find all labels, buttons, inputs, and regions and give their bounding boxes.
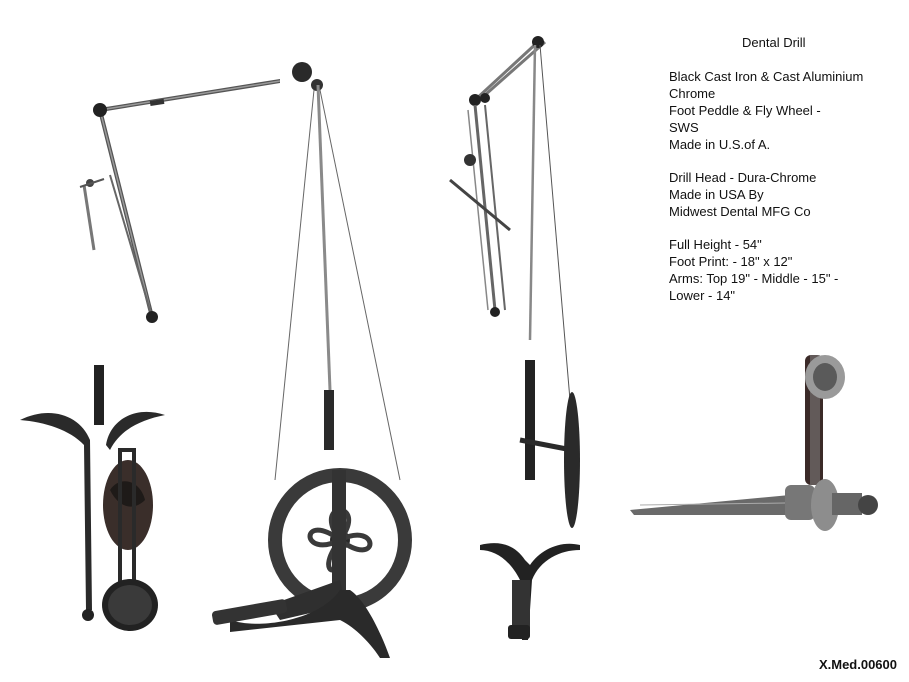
dimension-line: Lower - 14" <box>669 288 736 303</box>
origin-line: Made in U.S.of A. <box>669 137 771 152</box>
dimension-line: Arms: Top 19" - Middle - 15" - <box>669 271 839 286</box>
manufacturer-line: Midwest Dental MFG Co <box>669 204 811 219</box>
dental-drill-side-view-photo <box>430 20 600 650</box>
drill-head-photo <box>620 345 895 545</box>
description-block <box>669 68 899 304</box>
material-line: Chrome <box>669 86 716 101</box>
dental-drill-full-view-photo <box>200 60 420 660</box>
manufacturer-line: Made in USA By <box>669 187 764 202</box>
dimension-line: Full Height - 54" <box>669 237 762 252</box>
foot-pedal-photo <box>10 360 170 635</box>
page-title: Dental Drill <box>742 35 806 50</box>
material-line: Black Cast Iron & Cast Aluminium <box>669 69 864 84</box>
accession-number: X.Med.00600 <box>818 657 897 672</box>
drill-head-line: Drill Head - Dura-Chrome <box>669 170 817 185</box>
material-line: SWS <box>669 120 699 135</box>
dimension-line: Foot Print: - 18" x 12" <box>669 254 793 269</box>
material-line: Foot Peddle & Fly Wheel - <box>669 103 821 118</box>
